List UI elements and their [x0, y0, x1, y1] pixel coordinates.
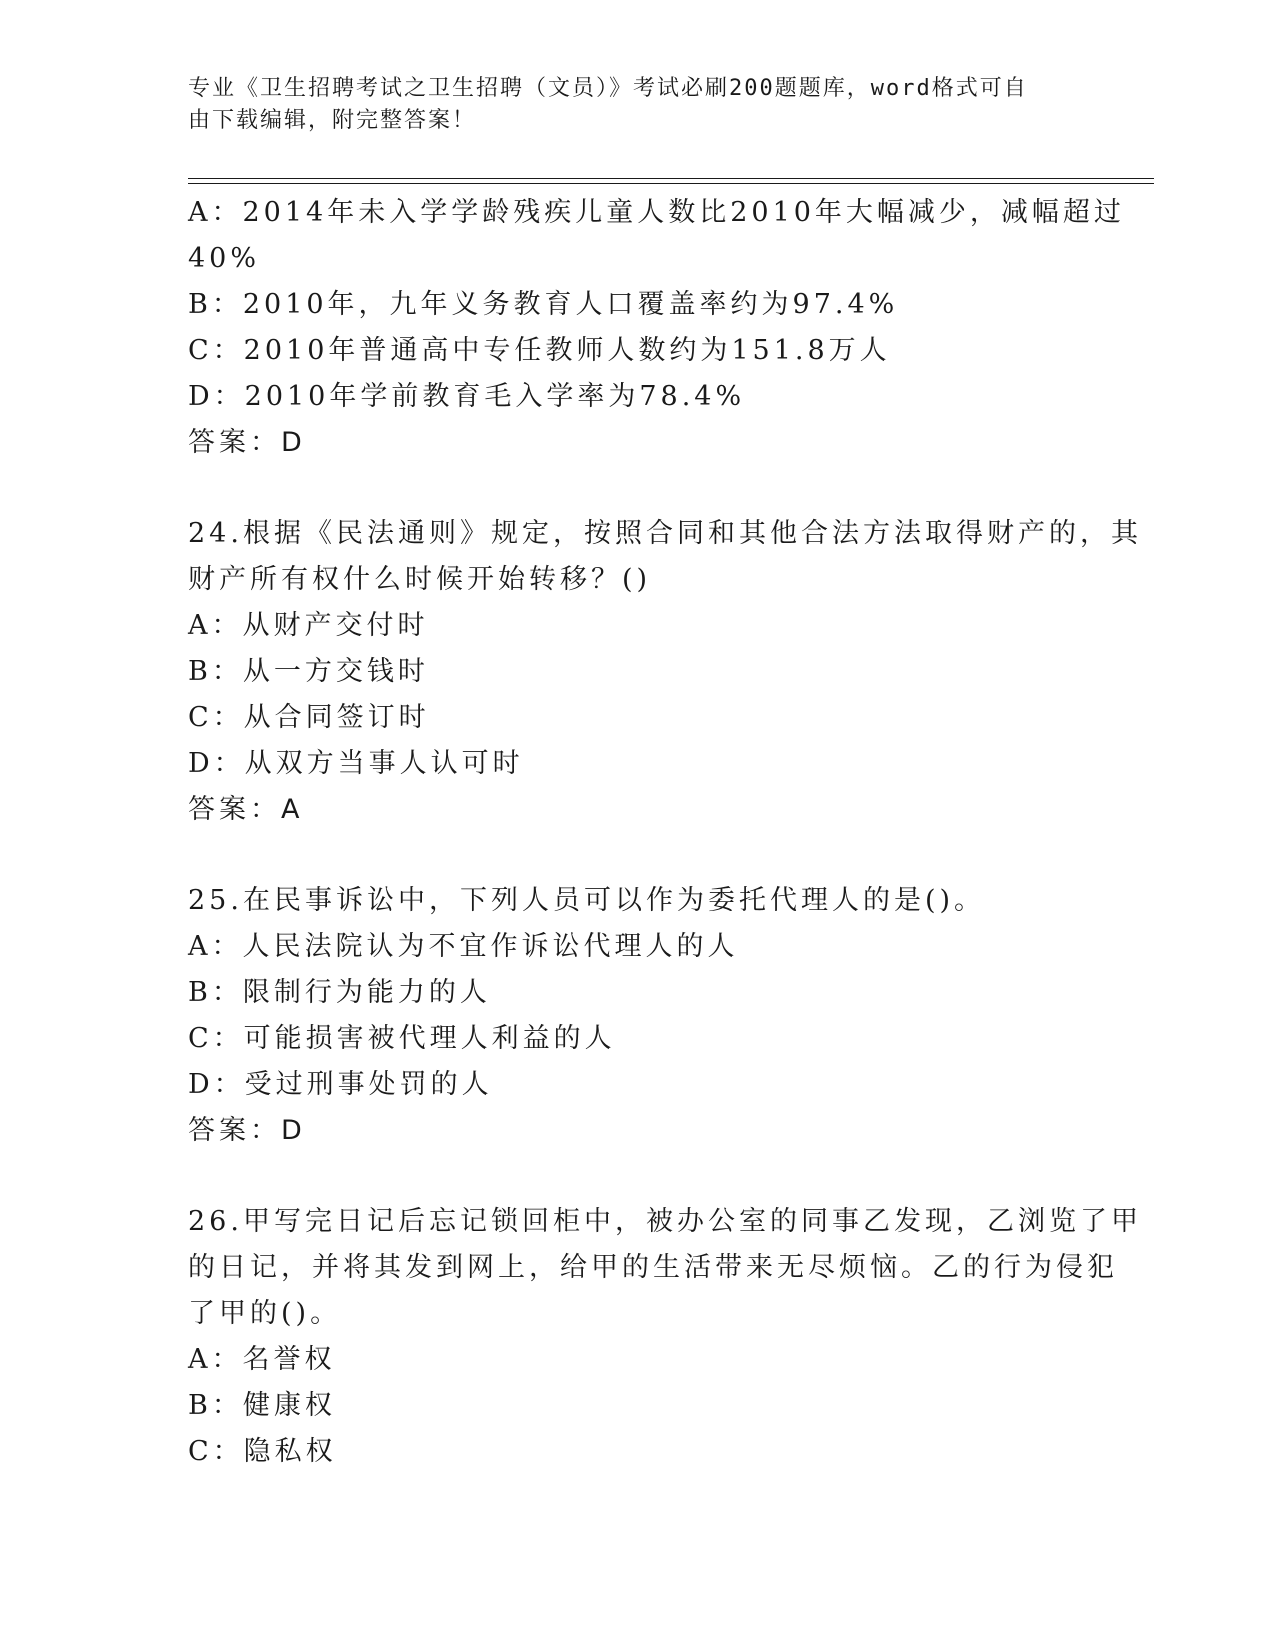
question-spacer — [188, 466, 1088, 511]
q24-option-b: B：从一方交钱时 — [188, 656, 429, 687]
q24-answer: 答案：A — [188, 794, 304, 825]
q25-option-a: A：人民法院认为不宜作诉讼代理人的人 — [188, 931, 739, 962]
q25-option-c: C：可能损害被代理人利益的人 — [188, 1023, 616, 1054]
header-rule-bottom — [188, 183, 1154, 184]
q25-option-d: D：受过刑事处罚的人 — [188, 1069, 493, 1100]
q26-option-b: B：健康权 — [188, 1390, 336, 1421]
q23-option-b: B：2010年，九年义务教育人口覆盖率约为97.4% — [188, 289, 899, 320]
question-spacer — [188, 1154, 1088, 1199]
q26-stem-line-1: 26.甲写完日记后忘记锁回柜中，被办公室的同事乙发现，乙浏览了甲 — [188, 1206, 1142, 1237]
header-line-1: 专业《卫生招聘考试之卫生招聘（文员）》考试必刷200题题库，word格式可自 — [188, 76, 1028, 101]
q25-answer: 答案：D — [188, 1115, 306, 1146]
question-26 — [188, 1199, 1142, 1475]
document-body — [188, 190, 1142, 1475]
q24-stem-line-2: 财产所有权什么时候开始转移？() — [188, 564, 652, 595]
question-25 — [188, 878, 1088, 1154]
q23-option-d: D：2010年学前教育毛入学率为78.4% — [188, 381, 746, 412]
q23-option-c: C：2010年普通高中专任教师人数约为151.8万人 — [188, 335, 891, 366]
header-line-2: 由下载编辑，附完整答案！ — [188, 108, 477, 133]
q26-option-c: C：隐私权 — [188, 1436, 337, 1467]
q24-stem-line-1: 24.根据《民法通则》规定，按照合同和其他合法方法取得财产的，其 — [188, 518, 1142, 549]
q26-option-a: A：名誉权 — [188, 1344, 336, 1375]
q23-option-a-line-1: A：2014年未入学学龄残疾儿童人数比2010年大幅减少，减幅超过 — [188, 197, 1125, 228]
question-24 — [188, 511, 1142, 833]
q25-option-b: B：限制行为能力的人 — [188, 977, 491, 1008]
header-rule-top — [188, 178, 1154, 179]
question-spacer — [188, 833, 1088, 878]
q23-answer: 答案：D — [188, 427, 306, 458]
q24-option-d: D：从双方当事人认可时 — [188, 748, 524, 779]
q26-stem-line-2: 的日记，并将其发到网上，给甲的生活带来无尽烦恼。乙的行为侵犯 — [188, 1252, 1118, 1283]
q23-option-a-line-2: 40% — [188, 243, 261, 274]
q25-stem-line-1: 25.在民事诉讼中，下列人员可以作为委托代理人的是()。 — [188, 885, 986, 916]
q26-stem-line-3: 了甲的()。 — [188, 1298, 342, 1329]
q24-option-c: C：从合同签订时 — [188, 702, 430, 733]
question-23 — [188, 190, 1125, 466]
document-header — [188, 73, 1088, 137]
q24-option-a: A：从财产交付时 — [188, 610, 429, 641]
